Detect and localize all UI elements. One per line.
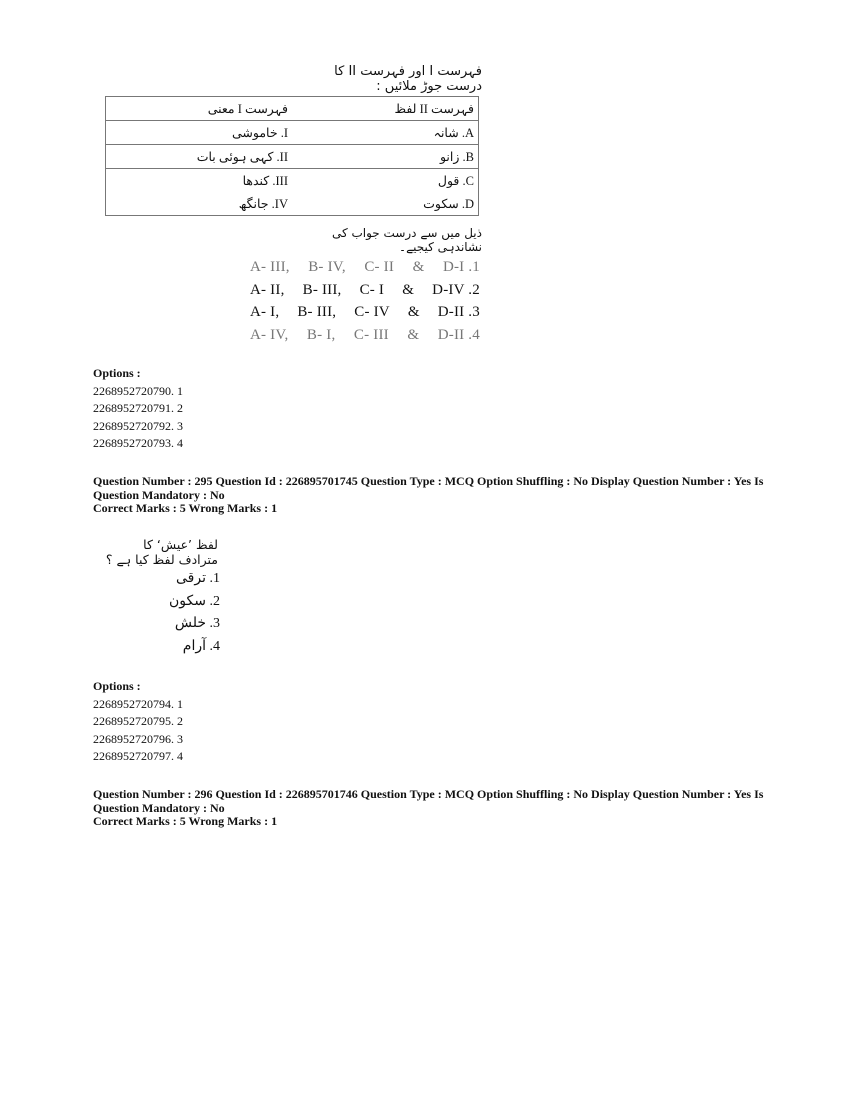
answer-choice-row xyxy=(250,256,480,279)
question-text: لفظ ’عیش‘ کا مترادف لفظ کیا ہے ؟ xyxy=(105,537,218,567)
list2-item: A. شانہ xyxy=(292,121,479,145)
options-label: Options : xyxy=(93,679,141,693)
question-marks: Correct Marks : 5 Wrong Marks : 1 xyxy=(93,501,278,515)
question-choice: 3. خلش xyxy=(174,616,220,631)
question-choice: 2. سکون xyxy=(169,593,220,609)
question-choices xyxy=(160,568,220,658)
match-instruction-title: فہرست I اور فہرست II کا درست جوڑ ملائیں : xyxy=(334,64,482,94)
match-table-row xyxy=(106,145,479,169)
choice-b: B- I, xyxy=(306,326,336,343)
answer-choice-row xyxy=(250,279,480,302)
choice-a: A- IV, xyxy=(250,326,289,343)
choice-b: B- III, xyxy=(297,304,337,320)
choice-c: C- III xyxy=(353,326,389,343)
list2-item: B. زانو xyxy=(292,145,479,169)
list1-item: III. کندھا xyxy=(106,169,293,193)
match-table-header-row xyxy=(106,97,479,121)
question-marks: Correct Marks : 5 Wrong Marks : 1 xyxy=(93,814,278,828)
question-meta-line: Question Mandatory : No xyxy=(93,800,225,815)
options-label: Options : xyxy=(93,366,141,380)
list1-item: IV. جانگھ xyxy=(238,196,288,211)
choice-d: D-II .3 xyxy=(437,304,480,320)
question-meta-line: Question Mandatory : No xyxy=(93,487,225,502)
choice-c: C- I xyxy=(359,281,385,298)
choice-amp: & xyxy=(412,259,425,275)
choice-amp: & xyxy=(407,304,420,320)
question-meta-line: Question Number : 295 Question Id : 226895701745 Question Type : MCQ Option Shuffling : No Display Question Number : Yes Is xyxy=(93,474,764,488)
option-item: 2268952720791. 2 xyxy=(93,401,183,415)
answer-choice-row xyxy=(250,324,480,347)
match-table-row xyxy=(106,192,479,216)
options-list xyxy=(93,678,183,766)
list2-item: D. سکوت xyxy=(423,196,474,211)
options-list xyxy=(93,365,183,453)
list2-header: فہرست II لفظ xyxy=(394,101,474,116)
answer-choice-row xyxy=(250,301,480,324)
option-item: 2268952720795. 2 xyxy=(93,714,183,728)
choice-d: D-I .1 xyxy=(442,259,480,275)
choice-amp: & xyxy=(407,326,420,343)
question-choice: 1. ترقی xyxy=(176,571,220,586)
option-item: 2268952720797. 4 xyxy=(93,749,183,763)
option-item: 2268952720796. 3 xyxy=(93,731,183,746)
question-meta-line: Question Number : 296 Question Id : 226895701746 Question Type : MCQ Option Shuffling : No Display Question Number : Yes Is xyxy=(93,787,764,801)
choice-c: C- IV xyxy=(354,304,390,320)
choice-b: B- III, xyxy=(302,281,342,298)
answer-choices xyxy=(250,256,480,346)
list2-item: C. قول xyxy=(292,169,479,193)
option-item: 2268952720794. 1 xyxy=(93,696,183,711)
choice-c: C- II xyxy=(364,259,395,275)
choice-d: D-II .4 xyxy=(437,326,480,343)
list1-item: I. خاموشی xyxy=(106,121,293,145)
match-table xyxy=(105,96,479,216)
choice-a: A- II, xyxy=(250,281,285,298)
question-choice: 4. آرام xyxy=(182,638,220,654)
answer-instruction: ذیل میں سے درست جواب کی نشاندہی کیجیے۔ xyxy=(331,226,482,254)
list1-item: II. کہی ہوئی بات xyxy=(106,145,293,169)
option-item: 2268952720792. 3 xyxy=(93,418,183,433)
choice-b: B- IV, xyxy=(308,259,346,275)
choice-amp: & xyxy=(402,281,415,298)
choice-d: D-IV .2 xyxy=(432,281,480,298)
choice-a: A- I, xyxy=(250,304,280,320)
option-item: 2268952720793. 4 xyxy=(93,436,183,450)
question-meta xyxy=(93,788,773,829)
match-table-row xyxy=(106,169,479,193)
list1-header: فہرست I معنی xyxy=(207,101,288,116)
question-meta xyxy=(93,475,773,516)
match-table-row xyxy=(106,121,479,145)
choice-a: A- III, xyxy=(250,259,290,275)
option-item: 2268952720790. 1 xyxy=(93,383,183,398)
